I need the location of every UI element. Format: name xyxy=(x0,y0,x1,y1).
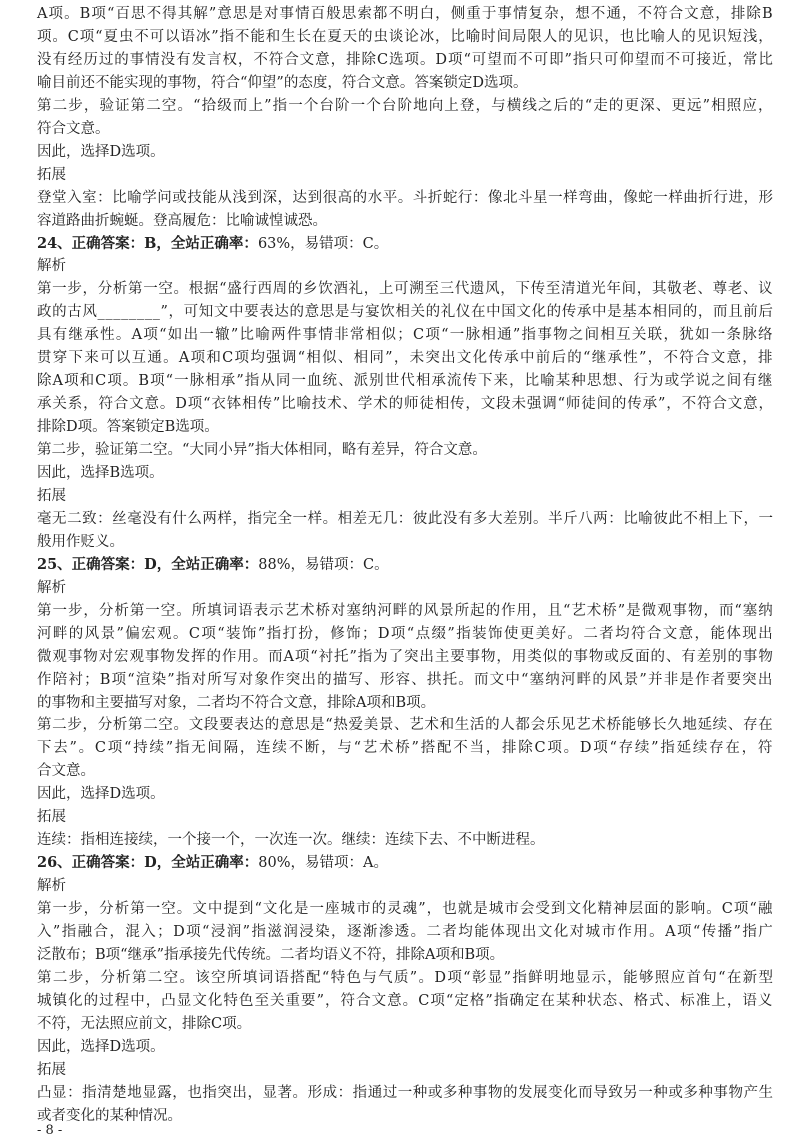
text-line: 第二步，验证第二空。“大同小异”指大体相同，略有差异，符合文意。 xyxy=(37,442,487,459)
text-line: 连续：指相连接续，一个接一个，一次连一次。继续：连续下去、不中断进程。 xyxy=(37,832,545,849)
answer-heading xyxy=(37,554,773,576)
text-line: 第 一 步 ， 分 析 第 一 空 。 文 中 提 到 “ 文 化 是 一 座 城 市 的 灵 魂 ” ， 也 就 是 城 市 会 受 到 文 化 精 神 层 面 的 影 响 。 C 项 “ 融 xyxy=(37,901,773,918)
answer-key: 26、正确答案：D，全站正确率： xyxy=(37,854,259,872)
answer-heading xyxy=(37,233,773,255)
text-line: 毫 无 二 致 ： 丝 毫 没 有 什 么 两 样 ， 指 完 全 一 样 。 相 差 无 几 ： 彼 此 没 有 多 大 差 别 。 半 斤 八 两 ： 比 喻 彼 此 不 相 上 下 ， 一 xyxy=(37,510,773,527)
accuracy-stats: 63%，易错项：C。 xyxy=(257,235,389,252)
section-label: 拓展 xyxy=(37,1061,66,1078)
text-line: 符合文意。 xyxy=(37,120,110,137)
text-line: 第 一 步 ， 分 析 第 一 空 。 根 据 “ 盛 行 西 周 的 乡 饮 酒 礼 ， 上 可 溯 至 三 代 遗 风 ， 下 传 至 清 道 光 年 间 ， 其 敬 老 、 尊 老 、 议 xyxy=(37,281,773,298)
answer-heading xyxy=(37,852,773,874)
text-line: 或者变化的某种情况。 xyxy=(37,1107,182,1124)
answer-key: 24、正确答案：B，全站正确率： xyxy=(37,234,258,252)
answer-key: 25、正确答案：D，全站正确率： xyxy=(37,555,259,573)
accuracy-stats: 80%，易错项：A。 xyxy=(258,855,388,872)
text-line: A 项 。 B 项 “ 百 思 不 得 其 解 ” 意 思 是 对 事 情 百 般 思 索 都 不 明 白 ， 侧 重 于 事 情 复 杂 ， 想 不 通 ， 不 符 合 文 意 ， 排 除 B xyxy=(37,6,773,22)
text-line: 政 的 古 风 _ _ _ _ _ _ _ _ ” ， 可 知 文 中 要 表 达 的 意 思 是 与 宴 饮 相 关 的 礼 仪 在 中 国 文 化 的 传 承 中 是 基 本 相 同 的 ， 而 且 前 后 xyxy=(37,304,773,321)
text-line: 下 去 ” 。 C 项 “ 持 续 ” 指 无 间 隔 ， 连 续 不 断 ， 与 “ 艺 术 桥 ” 搭 配 不 当 ， 排 除 C 项 。 D 项 “ 存 续 ” 指 延 续 存 在 ， 符 xyxy=(37,740,773,757)
text-line: 作 陪 衬 ； B 项 “ 渲 染 ” 指 对 所 写 对 象 作 突 出 的 描 写 、 形 容 、 拱 托 。 而 文 中 “ 塞 纳 河 畔 的 风 景 ” 并 非 是 作 者 要 突 出 xyxy=(37,671,773,688)
text-line: 容道路曲折蜿蜒。登高履危：比喻诚惶诚恐。 xyxy=(37,212,327,229)
text-line: 项 。 C 项 “ 夏 虫 不 可 以 语 冰 ” 指 不 能 和 生 长 在 夏 天 的 虫 谈 论 冰 ， 比 喻 时 间 局 限 人 的 见 识 ， 也 比 喻 人 的 见 识 短 浅 ， xyxy=(37,28,773,45)
text-line: 的事物和主要描写对象，二者均不符合文意，排除A项和B项。 xyxy=(37,694,436,711)
section-label: 拓展 xyxy=(37,166,66,183)
text-line: 排除D项。答案锁定B选项。 xyxy=(37,419,219,436)
text-line: 凸 显 ： 指 清 楚 地 显 露 ， 也 指 突 出 ， 显 著 。 形 成 ： 指 通 过 一 种 或 多 种 事 物 的 发 展 变 化 而 导 致 另 一 种 或 多 种 事 物 产 生 xyxy=(37,1084,773,1101)
accuracy-stats: 88%，易错项：C。 xyxy=(258,556,389,573)
text-line: 般用作贬义。 xyxy=(37,533,124,550)
text-line: 城 镇 化 的 过 程 中 ， 凸 显 文 化 特 色 至 关 重 要 ” ， 符 合 文 意 。 C 项 “ 定 格 ” 指 确 定 在 某 种 状 态 、 格 式 、 标 准 上 ， 语 义 xyxy=(37,992,773,1009)
text-line: 因此，选择D选项。 xyxy=(37,786,165,803)
text-line: 贯 穿 下 来 可 以 互 通 。 A 项 和 C 项 均 强 调 “ 相 似 、 相 同 ” ， 未 突 出 文 化 传 承 中 前 后 的 “ 继 承 性 ” ， 不 符 合 文 意 ， 排 xyxy=(37,350,773,367)
section-label: 解析 xyxy=(37,579,66,596)
text-line: 登 堂 入 室 ： 比 喻 学 问 或 技 能 从 浅 到 深 ， 达 到 很 高 的 水 平 。 斗 折 蛇 行 ： 像 北 斗 星 一 样 弯 曲 ， 像 蛇 一 样 曲 折 行 进 ， 形 xyxy=(37,189,773,206)
text-line: 第 二 步 ， 分 析 第 二 空 。 文 段 要 表 达 的 意 思 是 “ 热 爱 美 景 、 艺 术 和 生 活 的 人 都 会 乐 见 艺 术 桥 能 够 长 久 地 延 续 、 存 在 xyxy=(37,717,773,734)
text-line: 入 ” 指 融 合 ， 混 入 ； D 项 “ 浸 润 ” 指 滋 润 浸 染 ， 逐 渐 渗 透 。 二 者 均 能 体 现 出 文 化 对 城 市 作 用 。 A 项 “ 传 播 ” 指 广 xyxy=(37,924,773,940)
text-line: 承 关 系 ， 符 合 文 意 。 D 项 “ 衣 钵 相 传 ” 比 喻 技 术 、 学 术 的 师 徒 相 传 ， 文 段 未 强 调 “ 师 徒 间 的 传 承 ” ， 不 符 合 文 意 ， xyxy=(37,396,773,413)
text-line: 喻目前还不能实现的事物，符合“仰望”的态度，符合文意。答案锁定D选项。 xyxy=(37,74,528,91)
section-label: 解析 xyxy=(37,878,66,895)
text-line: 微 观 事 物 对 宏 观 事 物 发 挥 的 作 用 。 而 A 项 “ 衬 托 ” 指 为 了 突 出 主 要 事 物 ， 用 类 似 的 事 物 或 反 面 的 、 有 差 别 的 事 物 xyxy=(37,648,773,665)
section-label: 解析 xyxy=(37,258,66,275)
text-line: 第 二 步 ， 分 析 第 二 空 。 该 空 所 填 词 语 搭 配 “ 特 色 与 气 质 ” 。 D 项 “ 彰 显 ” 指 鲜 明 地 显 示 ， 能 够 照 应 首 句 “ 在 新 型 xyxy=(37,969,773,986)
text-line: 没 有 经 历 过 的 事 情 没 有 发 言 权 ， 不 符 合 文 意 ， 排 除 C 选 项 。 D 项 “ 可 望 而 不 可 即 ” 指 只 可 仰 望 而 不 可 接 近 ， 常 比 xyxy=(37,51,773,68)
page-number: - 8 - xyxy=(37,1123,63,1138)
text-line: 合文意。 xyxy=(37,763,95,780)
text-line: 具 有 继 承 性 。 A 项 “ 如 出 一 辙 ” 比 喻 两 件 事 情 非 常 相 似 ； C 项 “ 一 脉 相 通 ” 指 事 物 之 间 相 互 关 联 ， 犹 如 一 条 脉 络 xyxy=(37,327,773,344)
text-line: 不符，无法照应前文，排除C项。 xyxy=(37,1015,252,1032)
text-line: 因此，选择D选项。 xyxy=(37,1038,165,1055)
section-label: 拓展 xyxy=(37,809,66,826)
text-line: 因此，选择D选项。 xyxy=(37,143,165,160)
text-line: 第 一 步 ， 分 析 第 一 空 。 所 填 词 语 表 示 艺 术 桥 对 塞 纳 河 畔 的 风 景 所 起 的 作 用 ， 且 “ 艺 术 桥 ” 是 微 观 事 物 ， 而 “ 塞 纳 xyxy=(37,602,773,619)
text-line: 河 畔 的 风 景 ” 偏 宏 观 。 C 项 “ 装 饰 ” 指 打 扮 ， 修 饰 ； D 项 “ 点 缀 ” 指 装 饰 使 更 美 好 。 二 者 均 符 合 文 意 ， 能 体 现 出 xyxy=(37,625,773,642)
text-line: 因此，选择B选项。 xyxy=(37,465,164,481)
text-line: 第 二 步 ， 验 证 第 二 空 。 “ 拾 级 而 上 ” 指 一 个 台 阶 一 个 台 阶 地 向 上 登 ， 与 横 线 之 后 的 “ 走 的 更 深 、 更 远 ” 相 照 应 ， xyxy=(37,97,773,114)
section-label: 拓展 xyxy=(37,487,66,504)
text-line: 除 A 项 和 C 项 。 B 项 “ 一 脉 相 承 ” 指 从 同 一 血 统 、 派 别 世 代 相 承 流 传 下 来 ， 比 喻 某 种 思 想 、 行 为 或 学 说 之 间 有 继 xyxy=(37,373,773,390)
text-line: 泛散布；B项“继承”指承接先代传统。二者均语义不符，排除A项和B项。 xyxy=(37,946,505,963)
